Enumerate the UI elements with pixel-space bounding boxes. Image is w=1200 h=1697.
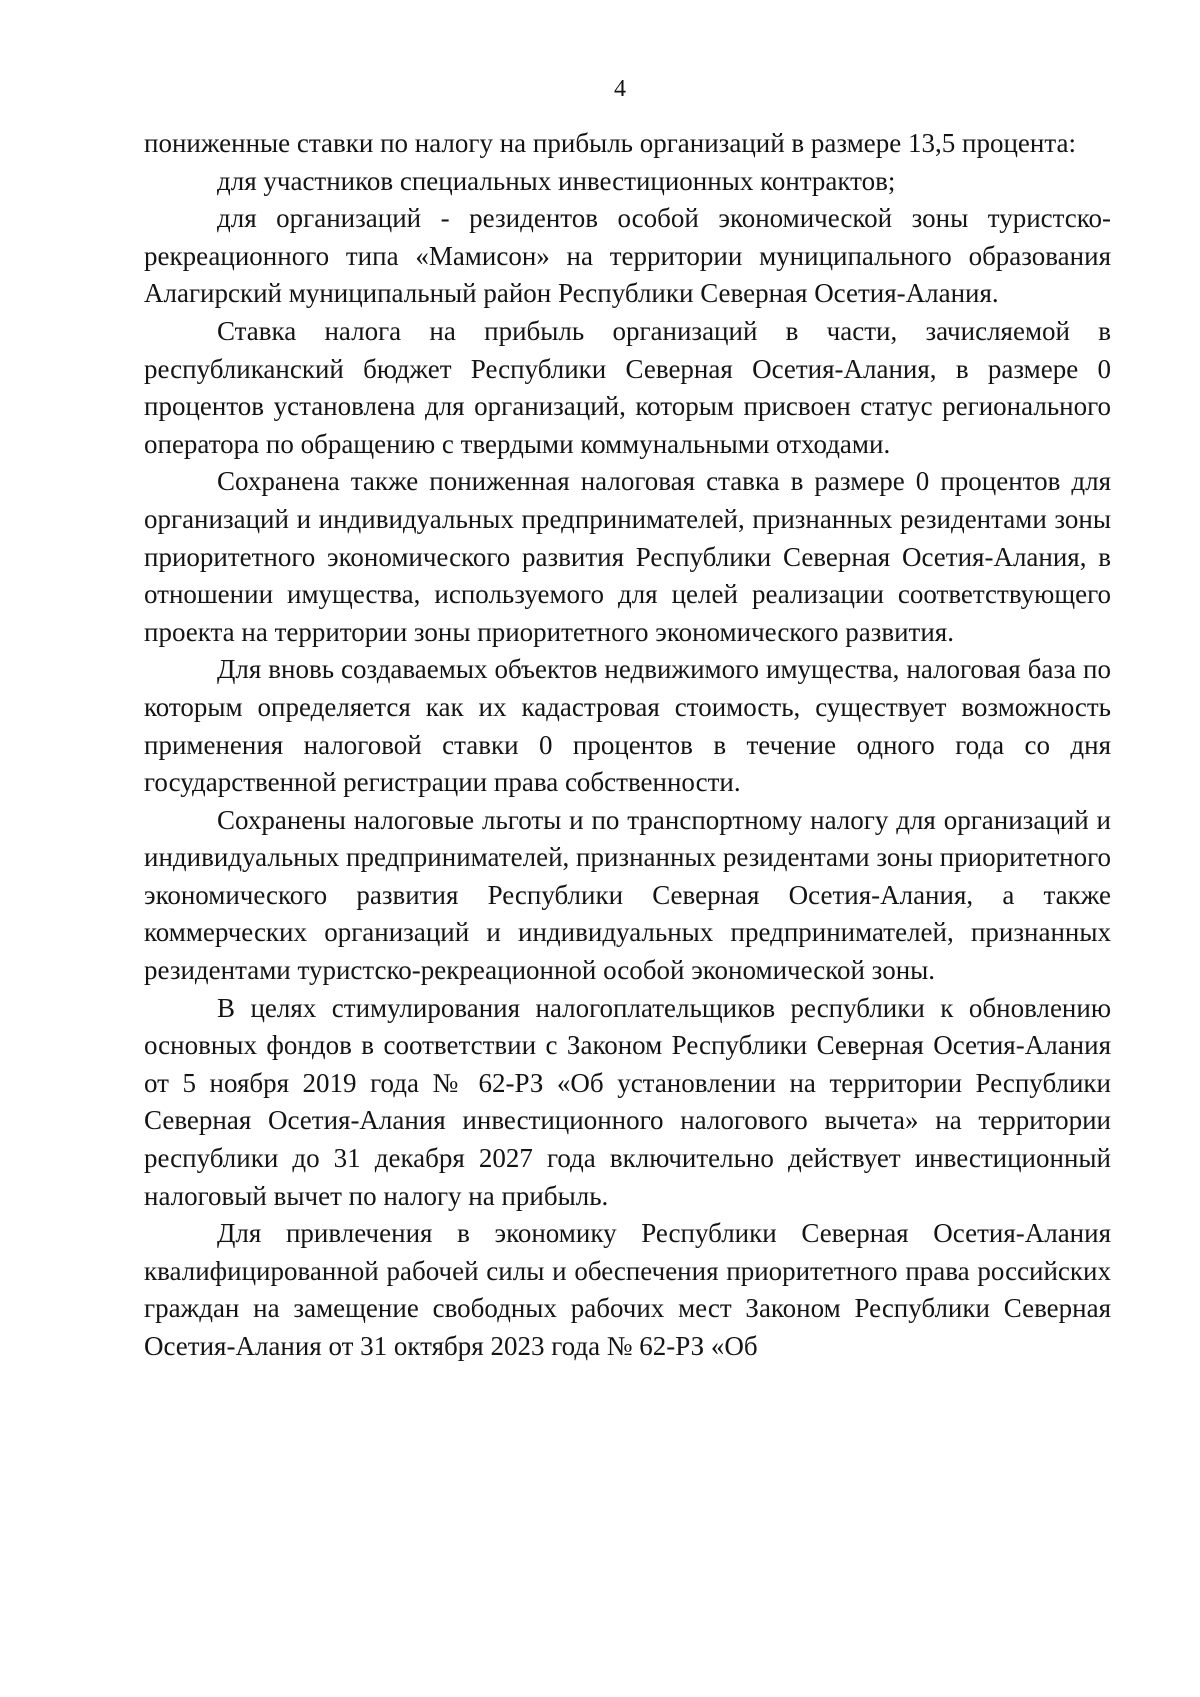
paragraph-investment-tax-deduction: В целях стимулирования налогоплательщиков республики к обновлению основных фондов в соответствии с Законом Республики Северная Осетия-Алания от 5 ноября 2019 года № 62-РЗ «Об установлении на территории Республики Северная Осетия-Алания инвестиционного налогового вычета» на территории республики до 31 декабря 2027 года включительно действует инвестиционный налоговый вычет по налогу на прибыль. xyxy=(144,992,1111,1211)
paragraph-qualified-workforce-law: Для привлечения в экономику Республики Северная Осетия-Алания квалифицированной рабочей силы и обеспечения приоритетного права российских граждан на замещение свободных рабочих мест Законом Республики Северная Осетия-Алания от 31 октября 2023 года № 62-РЗ «Об xyxy=(144,1218,1111,1361)
paragraph-special-investment-contracts: для участников специальных инвестиционных контрактов; xyxy=(217,165,896,196)
paragraph-priority-zone-property-rate: Сохранена также пониженная налоговая ставка в размере 0 процентов для организаций и индивидуальных предпринимателей, признанных резидентами зоны приоритетного экономического развития Республики Северная Осетия-Алания, в отношении имущества, используемого для целей реализации соответствующего проекта на территории зоны приоритетного экономического развития. xyxy=(144,466,1111,647)
paragraph-regional-waste-operator-rate: Ставка налога на прибыль организаций в части, зачисляемой в республиканский бюджет Республики Северная Осетия-Алания, в размере 0 процентов установлена для организаций, которым присвоен статус регионального оператора по обращению с твердыми коммунальными отходами. xyxy=(144,315,1111,459)
paragraph-transport-tax-benefits: Сохранены налоговые льготы и по транспортному налогу для организаций и индивидуальных предпринимателей, признанных резидентами зоны приоритетного экономического развития Республики Северная Осетия-Алания, а также коммерческих организаций и индивидуальных предпринимателей, признанных резидентами туристско-рекреационной особой экономической зоны. xyxy=(144,804,1111,986)
page-number: 4 xyxy=(614,76,626,102)
paragraph-reduced-profit-tax-rates: пониженные ставки по налогу на прибыль организаций в размере 13,5 процента: xyxy=(144,128,1076,158)
paragraph-new-real-estate-rate: Для вновь создаваемых объектов недвижимого имущества, налоговая база по которым определяется как их кадастровая стоимость, существует возможность применения налоговой ставки 0 процентов в течение одного года со дня государственной регистрации права собственности. xyxy=(144,654,1111,798)
paragraph-mamison-zone-residents: для организаций - резидентов особой экономической зоны туристско-рекреационного типа «Мамисон» на территории муниципального образования Алагирский муниципальный район Республики Северная Осетия-Алания. xyxy=(144,203,1111,309)
document-body xyxy=(144,125,1111,1366)
